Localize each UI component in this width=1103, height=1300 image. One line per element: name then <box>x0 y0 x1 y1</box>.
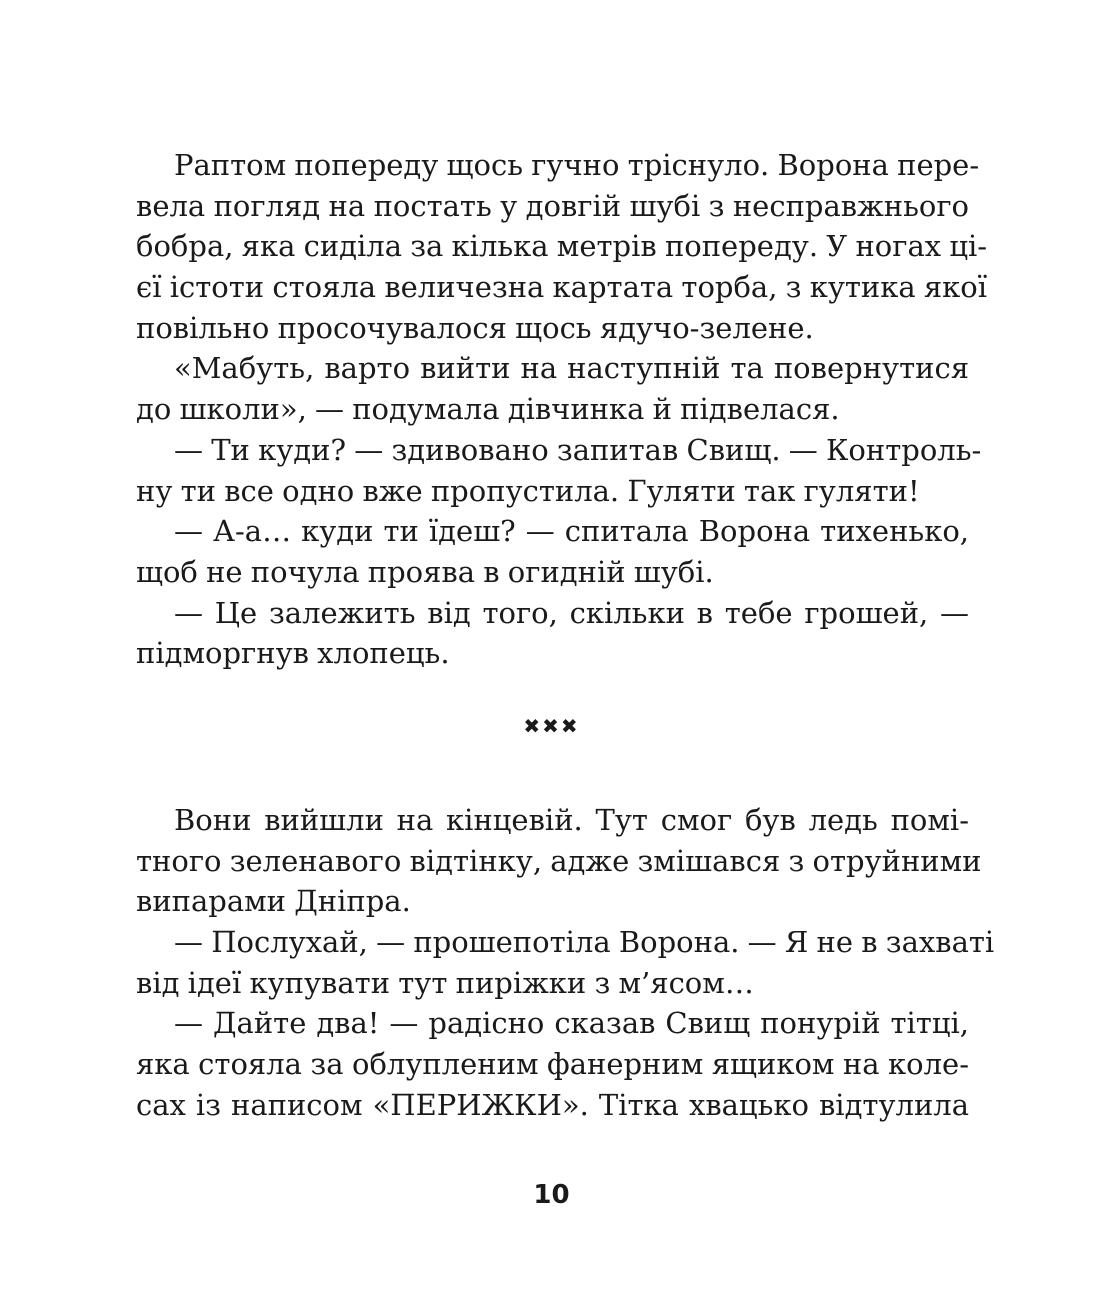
text-line: «Мабуть, варто вийти на наступній та повернутися <box>174 351 969 386</box>
text-line: від ідеї купувати тут пиріжки з м’ясом… <box>136 965 754 1000</box>
text-line: випарами Дніпра. <box>136 884 411 919</box>
text-line: — Ти куди? — здивовано запитав Свищ. — Контроль- <box>174 432 982 467</box>
text-line: до школи», — подумала дівчинка й підвелася. <box>136 392 840 427</box>
text-line: сах із написом «ПЕРИЖКИ». Тітка хвацько відтулила <box>136 1087 969 1122</box>
text-section-2 <box>136 800 995 1126</box>
text-line: щоб не почула проява в огидній шубі. <box>136 554 714 589</box>
text-line: — Послухай, — прошепотіла Ворона. — Я не в захваті <box>174 925 995 960</box>
text-line: вела погляд на постать у довгій шубі з несправжнього <box>136 188 969 223</box>
text-line: повільно просочувалося щось ядучо-зелене. <box>136 310 814 345</box>
text-line: Раптом попереду щось гучно тріснуло. Ворона пере- <box>174 148 980 182</box>
text-line: — А-а… куди ти їдеш? — спитала Ворона тихенько, <box>174 514 969 549</box>
text-line: підморгнув хлопець. <box>136 636 450 671</box>
text-line: яка стояла за облупленим фанерним ящиком на коле- <box>136 1047 969 1082</box>
text-section-1 <box>136 145 988 674</box>
text-line: — Дайте два! — радісно сказав Свищ понурій тітці, <box>174 1006 969 1041</box>
section-divider: ✖✖✖ <box>523 714 580 738</box>
text-line: єї істоти стояла величезна картата торба, з кутика якої <box>136 270 988 305</box>
text-line: — Це залежить від того, скільки в тебе грошей, — <box>174 595 969 630</box>
text-line: тного зеленавого відтінку, адже змішався з отруйними <box>136 843 982 878</box>
text-line: бобра, яка сиділа за кілька метрів попереду. У ногах ці- <box>136 229 988 264</box>
text-line: Вони вийшли на кінцевій. Тут смог був ледь помі- <box>174 803 969 837</box>
page-number: 10 <box>533 1180 570 1210</box>
text-line: ну ти все одно вже пропустила. Гуляти так гуляти! <box>136 473 920 508</box>
